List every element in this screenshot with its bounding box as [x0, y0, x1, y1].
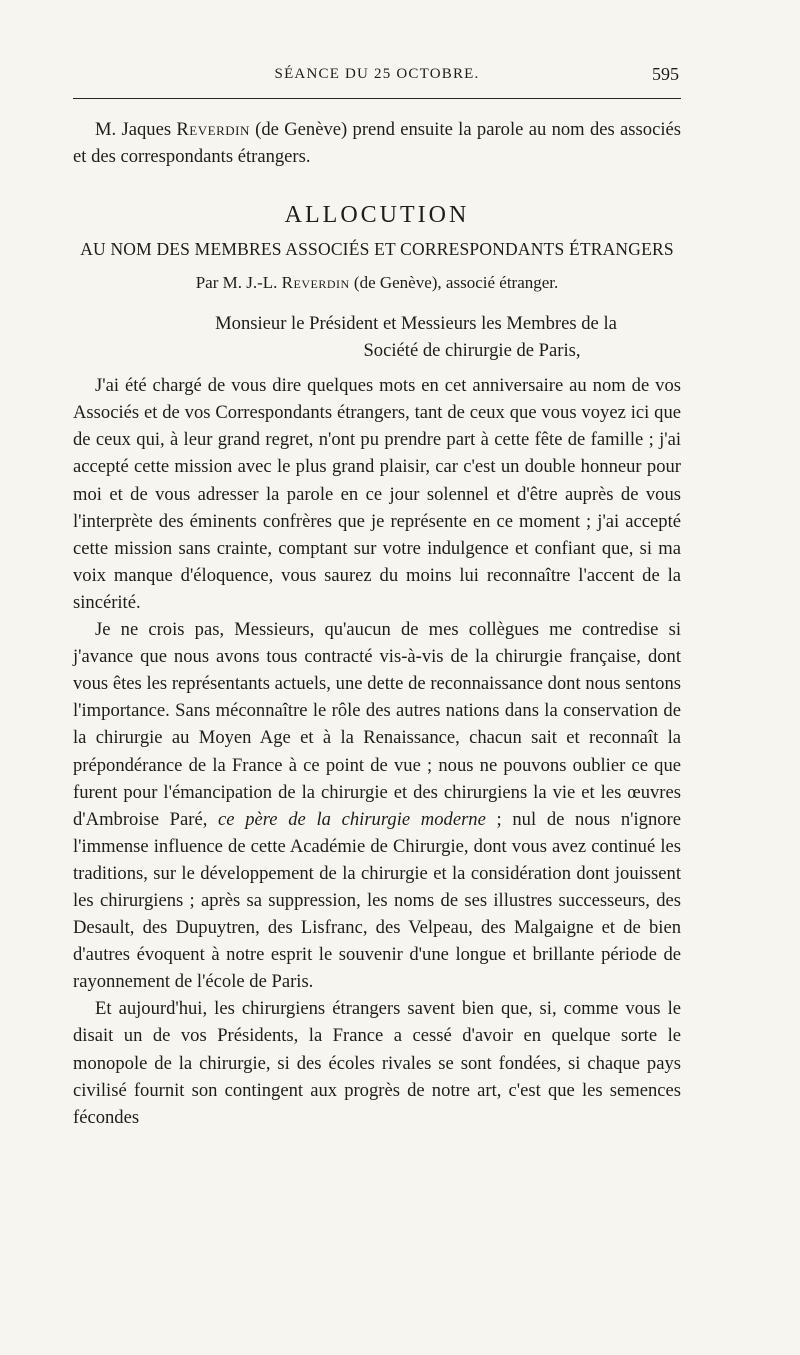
page-number: 595	[652, 64, 679, 84]
header-rule	[73, 98, 681, 99]
intro-speaker-name: Reverdin	[176, 119, 250, 140]
intro-paragraph	[73, 116, 681, 170]
speech-byline	[73, 270, 681, 296]
paragraph-2-italic: ce père de la chirurgie moderne	[218, 808, 486, 830]
byline-author-name: Reverdin	[281, 273, 350, 293]
speech-subtitle: AU NOM DES MEMBRES ASSOCIÉS ET CORRESPONDANTS ÉTRANGERS	[80, 239, 674, 260]
paragraph-2-text-b: ; nul de nous n'ignore l'immense influence de cette Académie de Chirurgie, dont vous avez continué les traditions, sur le développement de la chirurgie et la considération dont jouissent les chirurgiens ; après sa suppression, les noms de ses illustres successeurs, des Desault, des Dupuytren, des Lisfranc, des Velpeau, des Malgaigne et de bien d'autres évoquent à notre esprit le souvenir d'une longue et brillante période de rayonnement de l'école de Paris.	[73, 808, 681, 993]
page-header	[73, 62, 681, 92]
salutation-line-1: Monsieur le Président et Messieurs les Membres de la	[215, 313, 617, 335]
salutation-line-2: Société de chirurgie de Paris,	[363, 340, 581, 362]
intro-after: (de Genève) prend ensuite la parole au nom des associés et des correspondants étrangers.	[73, 119, 681, 168]
salutation	[73, 310, 681, 364]
running-title: SÉANCE DU 25 OCTOBRE.	[274, 66, 480, 82]
speech-title: ALLOCUTION	[284, 202, 470, 229]
byline-before: Par M. J.-L.	[195, 273, 282, 293]
paragraph-3: Et aujourd'hui, les chirurgiens étrangers savent bien que, si, comme vous le disait un de vos Présidents, la France a cessé d'avoir en quelque sorte le monopole de la chirurgie, si des écoles rivales se sont fondées, si chaque pays civilisé fournit son contingent aux progrès de notre art, c'est que les semences fécondes	[73, 998, 681, 1128]
paragraph-2-text-a: Je ne crois pas, Messieurs, qu'aucun de mes collègues me contredise si j'avance que nous avons tous contracté vis-à-vis de la chirurgie française, dont vous êtes les représentants actuels, une dette de reconnaissance dont nous sentons l'importance. Sans méconnaître le rôle des autres nations dans la conservation de la chirurgie au Moyen Age et à la Renaissance, chacun sait et reconnaît la prépondérance de la France à ce point de vue ; nous ne pouvons oublier ce que furent pour l'émancipation de la chirurgie et des chirurgiens la vie et les œuvres d'Ambroise Paré,	[73, 619, 681, 830]
paragraph-2	[73, 616, 681, 995]
intro-before: M. Jaques	[95, 119, 177, 140]
page-body	[73, 116, 681, 1131]
byline-after: (de Genève), associé étranger.	[349, 273, 559, 293]
paragraph-1: J'ai été chargé de vous dire quelques mots en cet anniversaire au nom de vos Associés et de vos Correspondants étrangers, tant de ceux que vous voyez ici que de ceux qui, à leur grand regret, n'ont pu prendre part à cette fête de famille ; j'ai accepté cette mission avec le plus grand plaisir, car c'est un double honneur pour moi et de vous adresser la parole en ce jour solennel et d'être auprès de vous l'interprète des éminents confrères que je représente en ce moment ; j'ai accepté cette mission sans crainte, comptant sur votre indulgence et confiant que, si ma voix manque d'éloquence, vous saurez du moins lui reconnaître l'accent de la sincérité.	[73, 375, 681, 613]
